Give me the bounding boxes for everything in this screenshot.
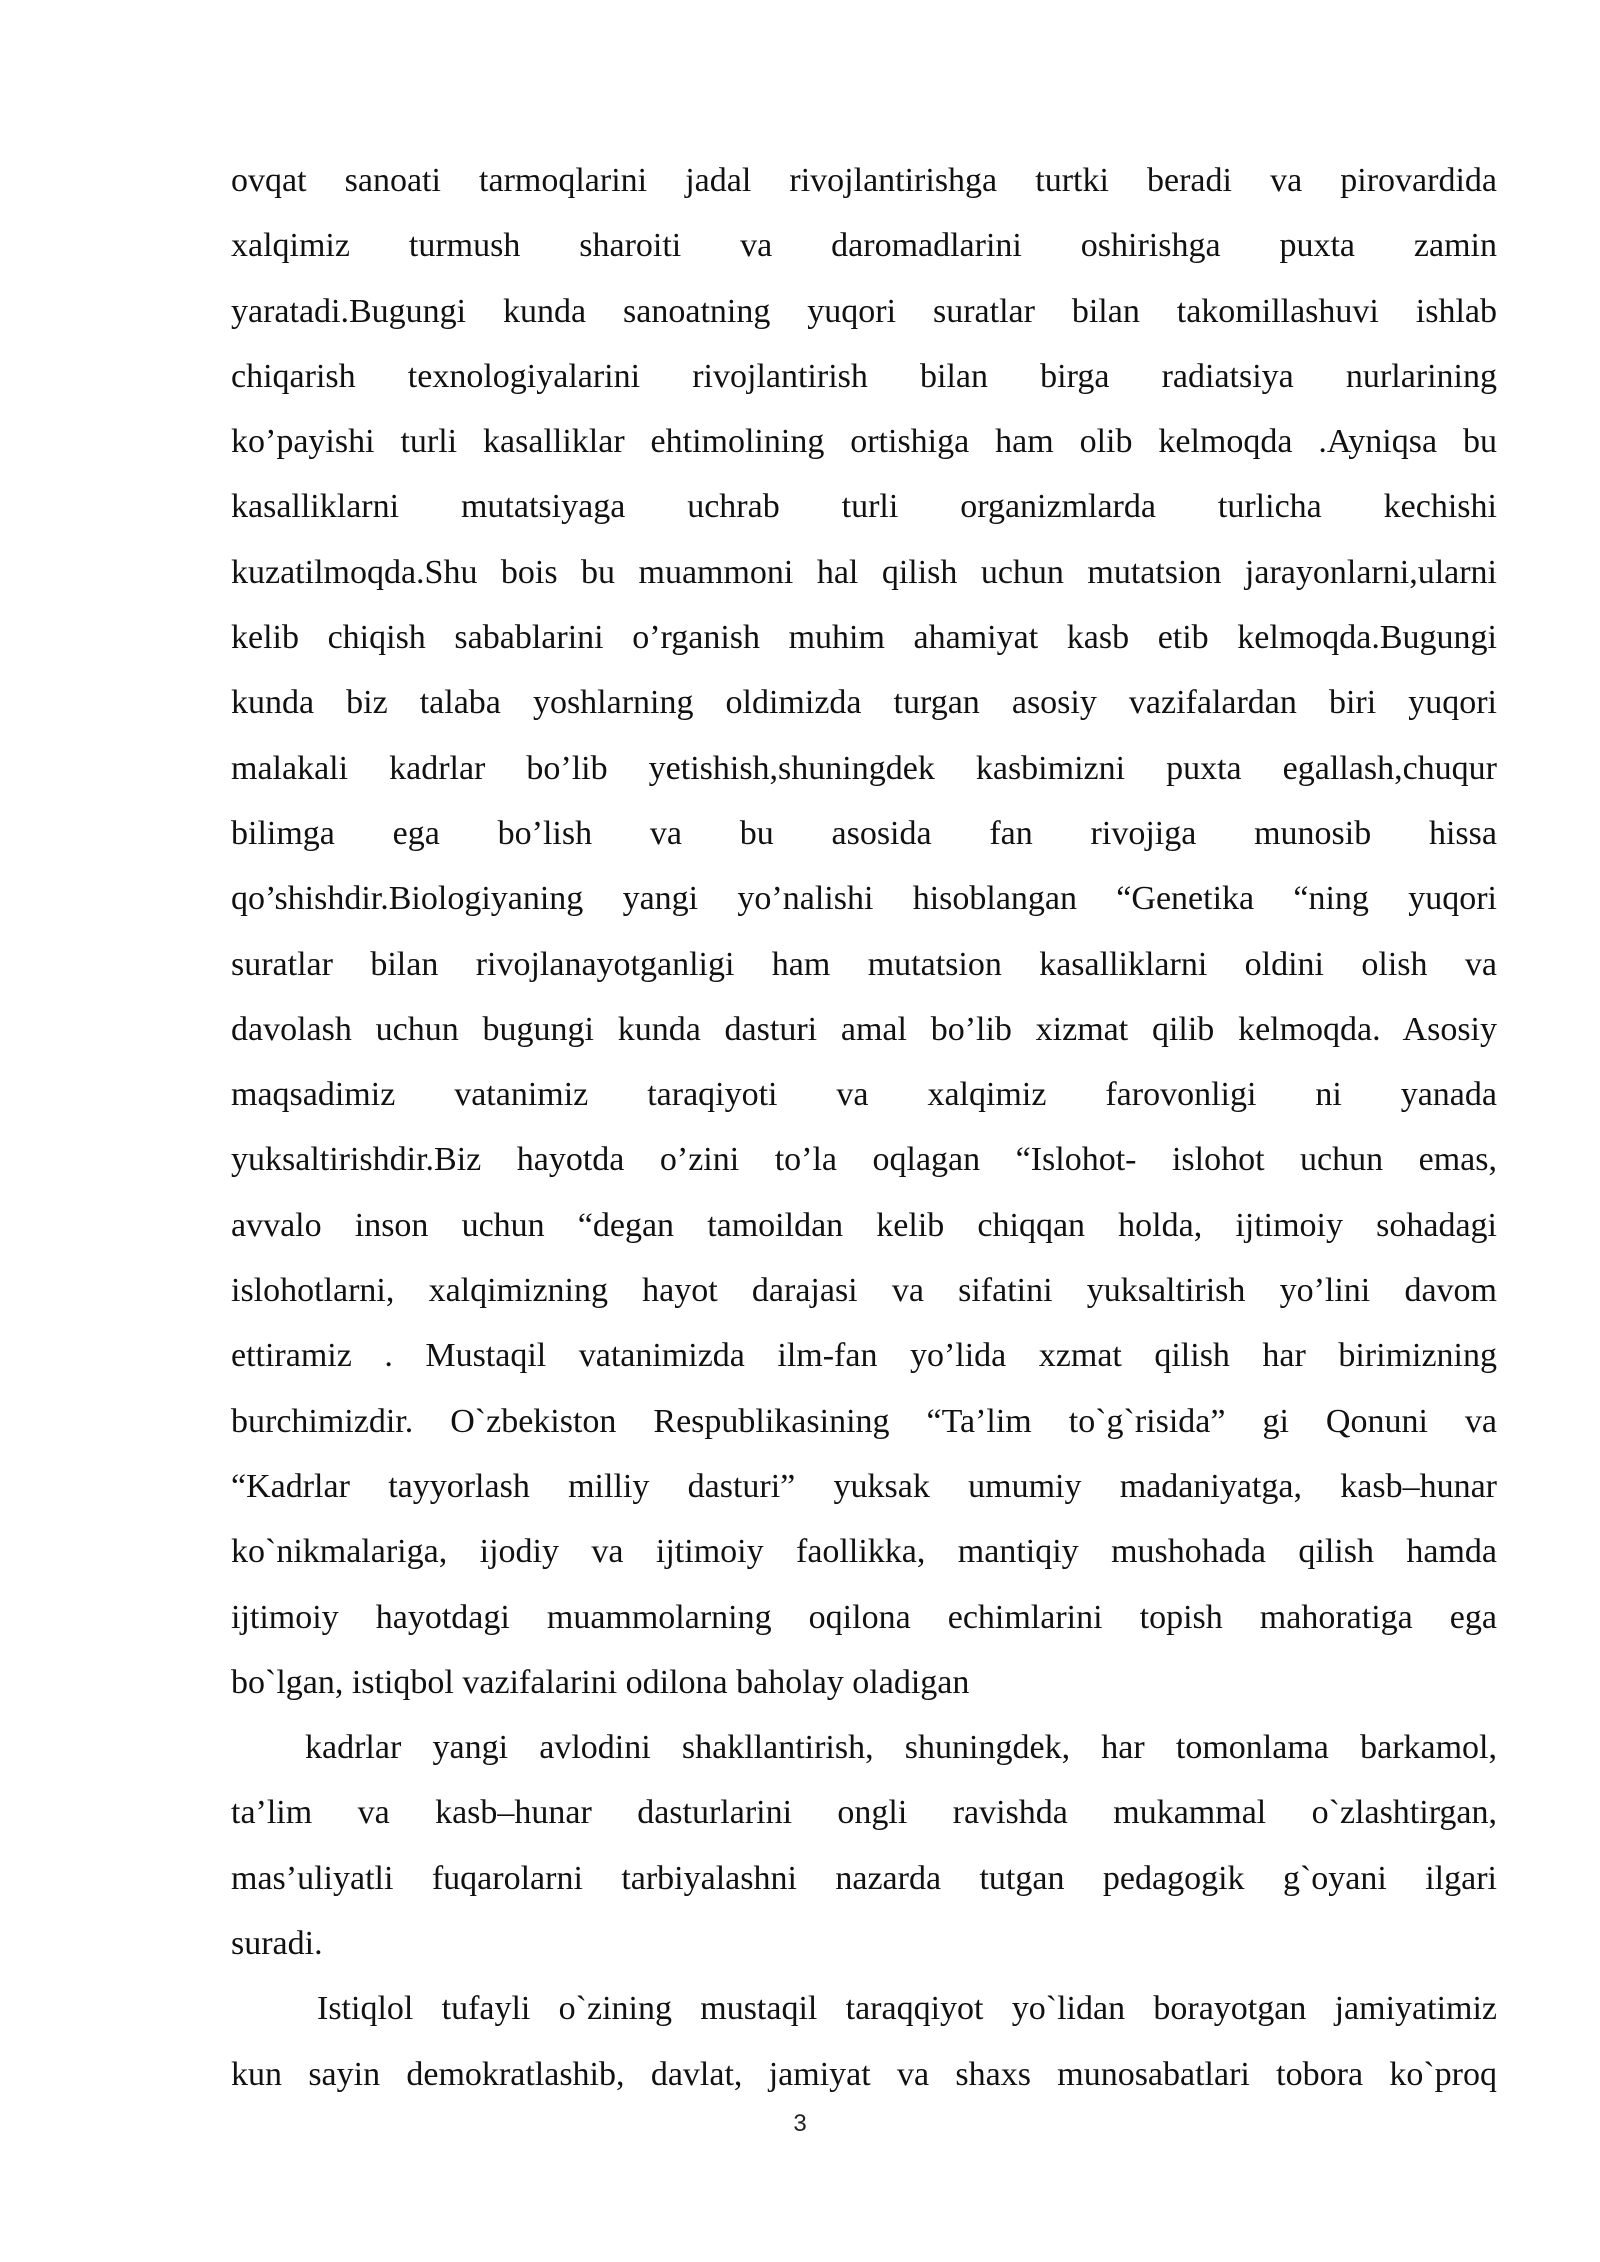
body-text: [231, 148, 1497, 2107]
text-line: chiqarish texnologiyalarini rivojlantirish bilan birga radiatsiya nurlarining: [231, 357, 1497, 395]
text-line: ko’payishi turli kasalliklar ehtimolining ortishiga ham olib kelmoqda .Ayniqsa bu: [231, 423, 1497, 461]
text-line: yuksaltirishdir.Biz hayotda o’zini to’la oqlagan “Islohot- islohot uchun emas,: [231, 1141, 1497, 1179]
text-line: suratlar bilan rivojlanayotganligi ham mutatsion kasalliklarni oldini olish va: [231, 945, 1497, 983]
text-line: kun sayin demokratlashib, davlat, jamiyat va shaxs munosabatlari tobora ko`proq: [231, 2055, 1497, 2093]
text-line: davolash uchun bugungi kunda dasturi amal bo’lib xizmat qilib kelmoqda. Asosiy: [231, 1010, 1497, 1048]
text-line: Istiqlol tufayli o`zining mustaqil taraqqiyot yo`lidan borayotgan jamiyatimiz: [317, 1990, 1497, 2028]
text-line: yaratadi.Bugungi kunda sanoatning yuqori suratlar bilan takomillashuvi ishlab: [231, 292, 1497, 330]
text-line: mas’uliyatli fuqarolarni tarbiyalashni nazarda tutgan pedagogik g`oyani ilgari: [231, 1859, 1497, 1897]
text-line: islohotlarni, xalqimizning hayot darajasi va sifatini yuksaltirish yo’lini davom: [231, 1272, 1497, 1310]
text-line: qo’shishdir.Biologiyaning yangi yo’nalishi hisoblangan “Genetika “ning yuqori: [231, 880, 1497, 918]
text-line: suradi.: [231, 1925, 323, 1963]
text-line: maqsadimiz vatanimiz taraqiyoti va xalqimiz farovonligi ni yanada: [231, 1076, 1497, 1114]
text-line: xalqimiz turmush sharoiti va daromadlarini oshirishga puxta zamin: [231, 227, 1497, 265]
text-line: ijtimoiy hayotdagi muammolarning oqilona echimlarini topish mahoratiga ega: [231, 1598, 1497, 1636]
text-line: burchimizdir. O`zbekiston Respublikasining “Ta’lim to`g`risida” gi Qonuni va: [231, 1402, 1497, 1440]
text-line: bilimga ega bo’lish va bu asosida fan rivojiga munosib hissa: [231, 814, 1497, 852]
text-line: ettiramiz . Mustaqil vatanimizda ilm-fan yo’lida xzmat qilish har birimizning: [231, 1337, 1497, 1375]
text-line: malakali kadrlar bo’lib yetishish,shuningdek kasbimizni puxta egallash,chuqur: [231, 749, 1497, 787]
text-line: kasalliklarni mutatsiyaga uchrab turli organizmlarda turlicha kechishi: [231, 488, 1497, 526]
text-line: ovqat sanoati tarmoqlarini jadal rivojlantirishga turtki beradi va pirovardida: [231, 162, 1497, 199]
text-line: ko`nikmalariga, ijodiy va ijtimoiy faollikka, mantiqiy mushohada qilish hamda: [231, 1533, 1497, 1571]
text-line: “Kadrlar tayyorlash milliy dasturi” yuksak umumiy madaniyatga, kasb–hunar: [231, 1467, 1497, 1505]
text-line: kelib chiqish sabablarini o’rganish muhim ahamiyat kasb etib kelmoqda.Bugungi: [231, 619, 1497, 657]
text-line: kadrlar yangi avlodini shakllantirish, shuningdek, har tomonlama barkamol,: [305, 1729, 1497, 1767]
text-line: bo`lgan, istiqbol vazifalarini odilona baholay oladigan: [231, 1663, 970, 1701]
text-line: ta’lim va kasb–hunar dasturlarini ongli ravishda mukammal o`zlashtirgan,: [231, 1794, 1497, 1832]
text-line: avvalo inson uchun “degan tamoildan kelib chiqqan holda, ijtimoiy sohadagi: [231, 1206, 1497, 1244]
page-number: 3: [793, 2110, 807, 2137]
text-line: kunda biz talaba yoshlarning oldimizda turgan asosiy vazifalardan biri yuqori: [231, 684, 1497, 722]
text-line: kuzatilmoqda.Shu bois bu muammoni hal qilish uchun mutatsion jarayonlarni,ularni: [231, 553, 1497, 591]
